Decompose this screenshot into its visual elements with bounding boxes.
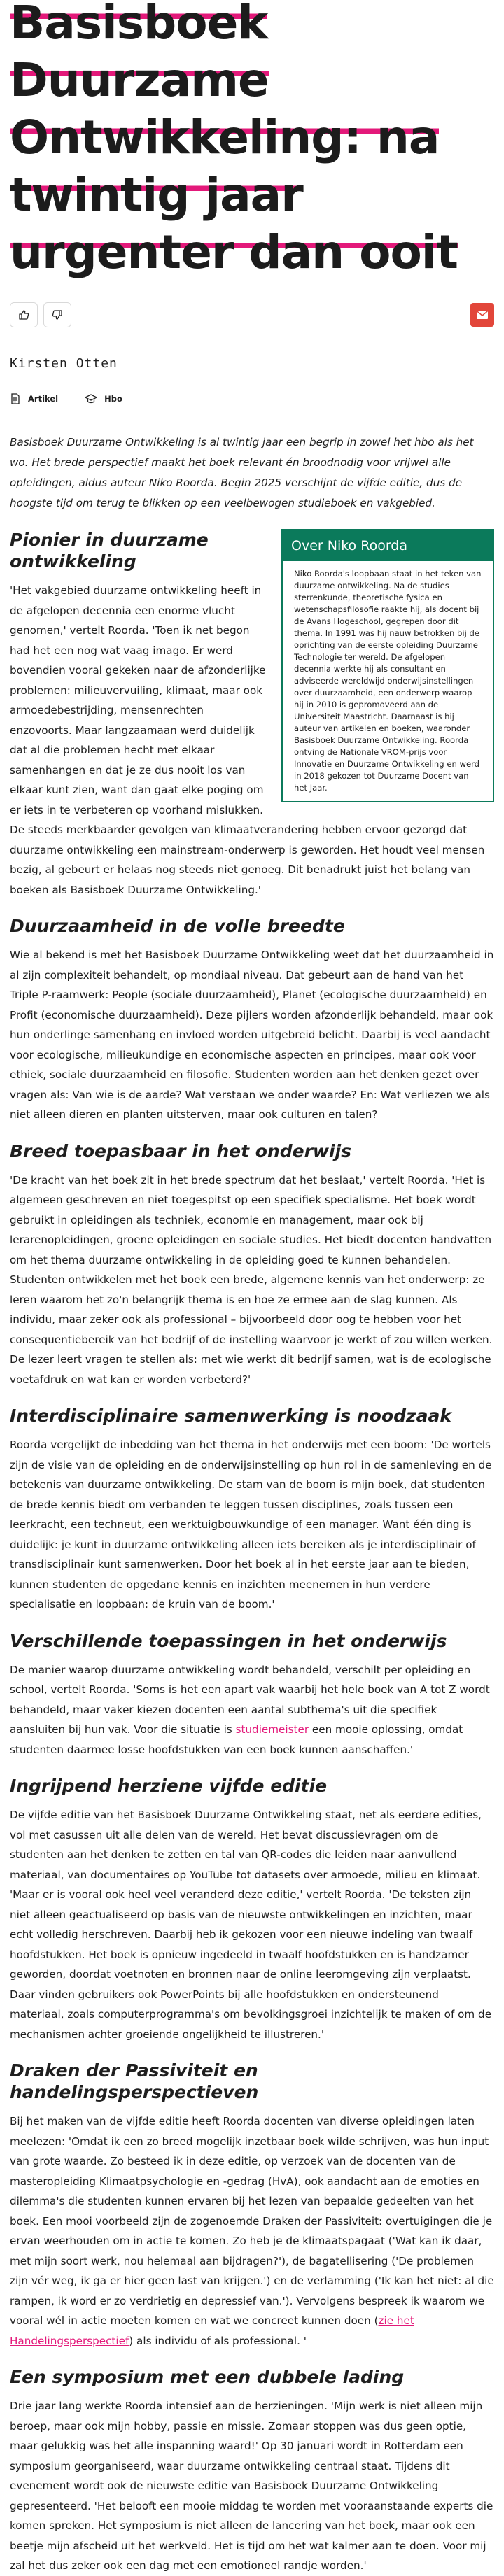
section-heading: Interdisciplinaire samenwerking is noodzaak — [10, 1406, 451, 1426]
article-meta — [10, 393, 494, 404]
author-bio-box — [281, 529, 494, 802]
thumbs-down-button[interactable] — [43, 302, 71, 327]
section-breedte — [10, 915, 494, 1125]
section-text: Drie jaar lang werkte Roorda intensief aan de herzieningen. 'Mijn werk is niet alleen mijn beroep, maar ook mijn hobby, passie en missie. Zomaar stoppen was dus geen optie, maar gelukkig was het alle inspanning waard!' Op 30 januari wordt in Rotterdam een symposium georganiseerd, waar duurzame ontwikkeling centraal staat. Tijdens dit evenement wordt ook de nieuwste editie van Basisboek Duurzame Ontwikkeling gepresenteerd. 'Het belooft een mooie middag te worden met vooraanstaande experts die komen spreken. Het symposium is niet alleen de lancering van het boek, maar ook een beetje mijn afscheid uit het werkveld. Het is tijd om het wat kalmer aan te doen. Voor mij zal het dus zeker ook een dag met een emotioneel randje worden.' — [10, 2400, 493, 2572]
email-share-button[interactable] — [470, 303, 494, 327]
article-intro: Basisboek Duurzame Ontwikkeling is al twintig jaar een begrip in zowel het hbo als het wo. Het brede perspectief maakt het boek relevant én broodnodig voor vrijwel alle opleidingen, aldus auteur Niko Roorda. Begin 2025 verschijnt de vijfde editie, dus de hoogste tijd om terug te blikken op een veelbewogen studieboek en vakgebied. — [10, 436, 474, 509]
article-title: Basisboek Duurzame Ontwikkeling: na twintig jaar urgenter dan ooit — [10, 0, 494, 281]
meta-level-label: Hbo — [104, 394, 122, 404]
thumbs-up-icon — [18, 309, 29, 320]
text-before-link: Bij het maken van de vijfde editie heeft Roorda docenten van diverse opleidingen laten meelezen: 'Omdat ik een zo breed mogelijk inzetbaar boek wilde schrijven, was hun input van grote waarde. Zo besteed ik in deze editie, op verzoek van de docenten van de masteropleiding Klimaatpsychologie en -gedrag (HvA), ook aandacht aan de emoties en dilemma's die studenten kunnen ervaren bij het lezen van bepaalde gedeelten van het boek. Een mooi voorbeeld zijn de zogenoemde Draken der Passiviteit: overtuigingen die je ervan weerhouden om in actie te komen. Zo heb je de klimaatspagaat ('Wat kan ik daar, met mijn soort werk, nou helemaal aan bijdragen?'), de bagatellisering ('De problemen zijn vér weg, ik ga er hier geen last van krijgen.') en de verlamming ('Ik kan het niet: al die rampen, ik word er zo verdrietig en depressief van.'). Vervolgens bespreek ik waarom we vooral wél in actie moeten komen en wat we concreet kunnen doen ( — [10, 2115, 494, 2327]
thumbs-up-button[interactable] — [10, 302, 38, 327]
section-heading: Ingrijpend herziene vijfde editie — [10, 1776, 328, 1796]
section-toepassingen — [10, 1630, 494, 1760]
meta-type — [10, 393, 58, 404]
text-after-link: ) als individu of als professional. ' — [129, 2334, 307, 2347]
section-draken — [10, 2060, 494, 2351]
section-toepasbaar — [10, 1140, 494, 1390]
meta-type-label: Artikel — [28, 394, 59, 404]
author-bio-text: Niko Roorda's loopbaan staat in het teken van duurzame ontwikkeling. Na de studies sterrenkunde, theoretische fysica en wetenschapsfilosofie raakte hij, als docent bij de Avans Hogeschool, gegrepen door dit thema. In 1991 was hij nauw betrokken bij de oprichting van de eerste opleiding Duurzame Technologie ter wereld. De afgelopen decennia werkte hij als consultant en adviseerde wereldwijd onderwijsinstellingen over duurzaamheid, een onderwerp waarop hij in 2010 is gepromoveerd aan de Universiteit Maastricht. Daarnaast is hij auteur van artikelen en boeken, waaronder Basisboek Duurzame Ontwikkeling. Roorda ontving de Nationale VROM-prijs voor Innovatie en Duurzame Ontwikkeling en werd in 2018 gekozen tot Duurzame Docent van het Jaar. — [294, 569, 482, 793]
document-icon — [10, 393, 21, 404]
section-vijfde-editie — [10, 1775, 494, 2044]
section-interdisciplinair — [10, 1405, 494, 1615]
section-text — [10, 1660, 494, 1760]
handelingsperspectief-link[interactable]: zie het Handelingsperspectief — [10, 2314, 414, 2347]
section-text: Wie al bekend is met het Basisboek Duurzame Ontwikkeling weet dat het duurzaamheid in al zijn complexiteit behandelt, op mondiaal niveau. Dat gebeurt aan de hand van het Triple P-raamwerk: People (sociale duurzaamheid), Planet (ecologische duurzaamheid) en Profit (economische duurzaamheid). Deze pijlers worden afzonderlijk behandeld, maar ook hun onderlinge samenhang en invloed worden uitgebreid belicht. Daarbij is veel aandacht voor ecologische, milieukundige en economische aspecten en principes, maar ook voor ethiek, sociale duurzaamheid en filosofie. Studenten worden aan het denken gezet over vragen als: Van wie is de aarde? Wat verstaan we onder waarde? En: Wat verliezen we als niet alleen dieren en planten uitsterven, maar ook culturen en talen? — [10, 949, 494, 1121]
article-author: Kirsten Otten — [10, 356, 118, 371]
article-toolbar — [10, 302, 494, 327]
section-pionier — [10, 529, 494, 900]
graduation-cap-icon — [85, 393, 97, 404]
text-before-link: De manier waarop duurzame ontwikkeling wordt behandeld, verschilt per opleiding en school, vertelt Roorda. 'Soms is het een apart vak waarbij het hele boek van A tot Z wordt behandeld, maar vaker kiezen docenten een aantal subthema's uit die specifiek aansluiten bij hun vak. Voor die situatie is — [10, 1663, 490, 1736]
section-heading: Breed toepasbaar in het onderwijs — [10, 1140, 352, 1161]
thumbs-down-icon — [52, 309, 63, 320]
section-heading: Draken der Passiviteit en handelingsperspectieven — [10, 2060, 259, 2102]
section-text: De vijfde editie van het Basisboek Duurzame Ontwikkeling staat, net als eerdere edities, vol met casussen uit alle delen van de wereld. Het bevat discussievragen om de studenten aan het denken te zetten en tal van QR-codes die leiden naar aanvullend materiaal, van documentaires op YouTube tot datasets over armoede, milieu en klimaat. 'Maar er is vooral ook heel veel veranderd deze editie,' vertelt Roorda. 'De teksten zijn niet alleen geactualiseerd op basis van de nieuwste ontwikkelingen en inzichten, maar echt volledig herschreven. Daarbij heb ik gekozen voor een nieuwe indeling van twaalf hoofdstukken. Het boek is opnieuw ingedeeld in twaalf hoofdstukken en is handzamer geworden, doordat voetnoten en bronnen naar de online leeromgeving zijn verplaatst. Daar vinden gebruikers ook PowerPoints bij alle hoofdstukken en ondersteunend materiaal, zoals computerprogramma's om bevolkingsgroei inzichtelijk te maken of om de mechanismen achter groeiende ongelijkheid te illustreren.' — [10, 1809, 492, 2041]
section-heading: Pionier in duurzame ontwikkeling — [10, 530, 209, 572]
meta-level — [85, 393, 122, 404]
section-heading: Verschillende toepassingen in het onderwijs — [10, 1630, 447, 1651]
section-text: Roorda vergelijkt de inbedding van het thema in het onderwijs met een boom: 'De wortels zijn de visie van de opleiding en de onderwijsinstelling op hun rol in de samenleving en de betekenis van duurzame ontwikkeling. De stam van de boom is mijn boek, dat studenten de brede kennis biedt om verbanden te leggen tussen disciplines, zoals tussen een leerkracht, een techneut, een werktuigbouwkundige of een manager. Want één ding is duidelijk: je kunt in duurzame ontwikkeling alleen iets bereiken als je interdisciplinair of transdisciplinair kunt samenwerken. Door het boek al in het eerste jaar aan te bieden, kunnen studenten de opgedane kennis en inzichten meenemen in hun verdere specialisatie en loopbaan: de kruin van de boom.' — [10, 1438, 492, 1611]
text-after-link: een mooie oplossing, omdat studenten daarmee losse hoofdstukken van een boek kunnen aanschaffen.' — [10, 1723, 463, 1756]
section-symposium — [10, 2366, 494, 2576]
section-text: 'Het vakgebied duurzame ontwikkeling heeft in de afgelopen decennia een enorme vlucht genomen,' vertelt Roorda. 'Toen ik net begon had het een nog wat vaag imago. Er werd bovendien vooral gekeken naar de afzonderlijke problemen: milieuvervuiling, klimaat, maar ook armoedebestrijding, mensenrechten enzovoorts. Maar langzaamaan werd duidelijk dat al die problemen hecht met elkaar samenhangen en dat je ze dus nooit los van elkaar kunt zien, want dan gaat elke poging om er iets in te verbeteren op voorhand mislukken. De steeds merkbaarder gevolgen van klimaatverandering hebben ervoor gezorgd dat duurzame ontwikkeling een mainstream-onderwerp is geworden. Het houdt veel mensen bezig, al gebeurt er helaas nog steeds niet genoeg. Dit benadrukt juist het belang van boeken als Basisboek Duurzame Ontwikkeling.' — [10, 584, 485, 896]
studiemeister-link[interactable]: studiemeister — [235, 1723, 309, 1736]
section-text: 'De kracht van het boek zit in het brede spectrum dat het beslaat,' vertelt Roorda. 'Het is algemeen geschreven en niet toegespitst op een specifiek specialisme. Het boek wordt gebruikt in opleidingen als techniek, economie en management, maar ook bij lerarenopleidingen, groene opleidingen en sociale studies. Het biedt docenten handvatten om het thema duurzame ontwikkeling in de opleiding goed te kunnen behandelen. Studenten ontwikkelen met het boek een brede, algemene kennis van het onderwerp: ze leren waarom het zo'n belangrijk thema is en hoe ze ermee aan de slag kunnen. Als individu, maar zeker ook als professional – bijvoorbeeld door oog te hebben voor het consequentiebereik van het bedrijf of de instelling waarvoor je werkt of zou willen werken. De lezer leert vragen te stellen als: met wie werkt dit bedrijf samen, wat is de ecologische voetafdruk en wat kan er worden verbeterd?' — [10, 1173, 493, 1386]
author-bio-title: Over Niko Roorda — [283, 530, 493, 561]
section-heading: Duurzaamheid in de volle breedte — [10, 916, 345, 936]
section-text — [10, 2111, 494, 2351]
vote-buttons — [10, 302, 71, 327]
section-heading: Een symposium met een dubbele lading — [10, 2367, 405, 2387]
envelope-icon — [476, 310, 489, 320]
